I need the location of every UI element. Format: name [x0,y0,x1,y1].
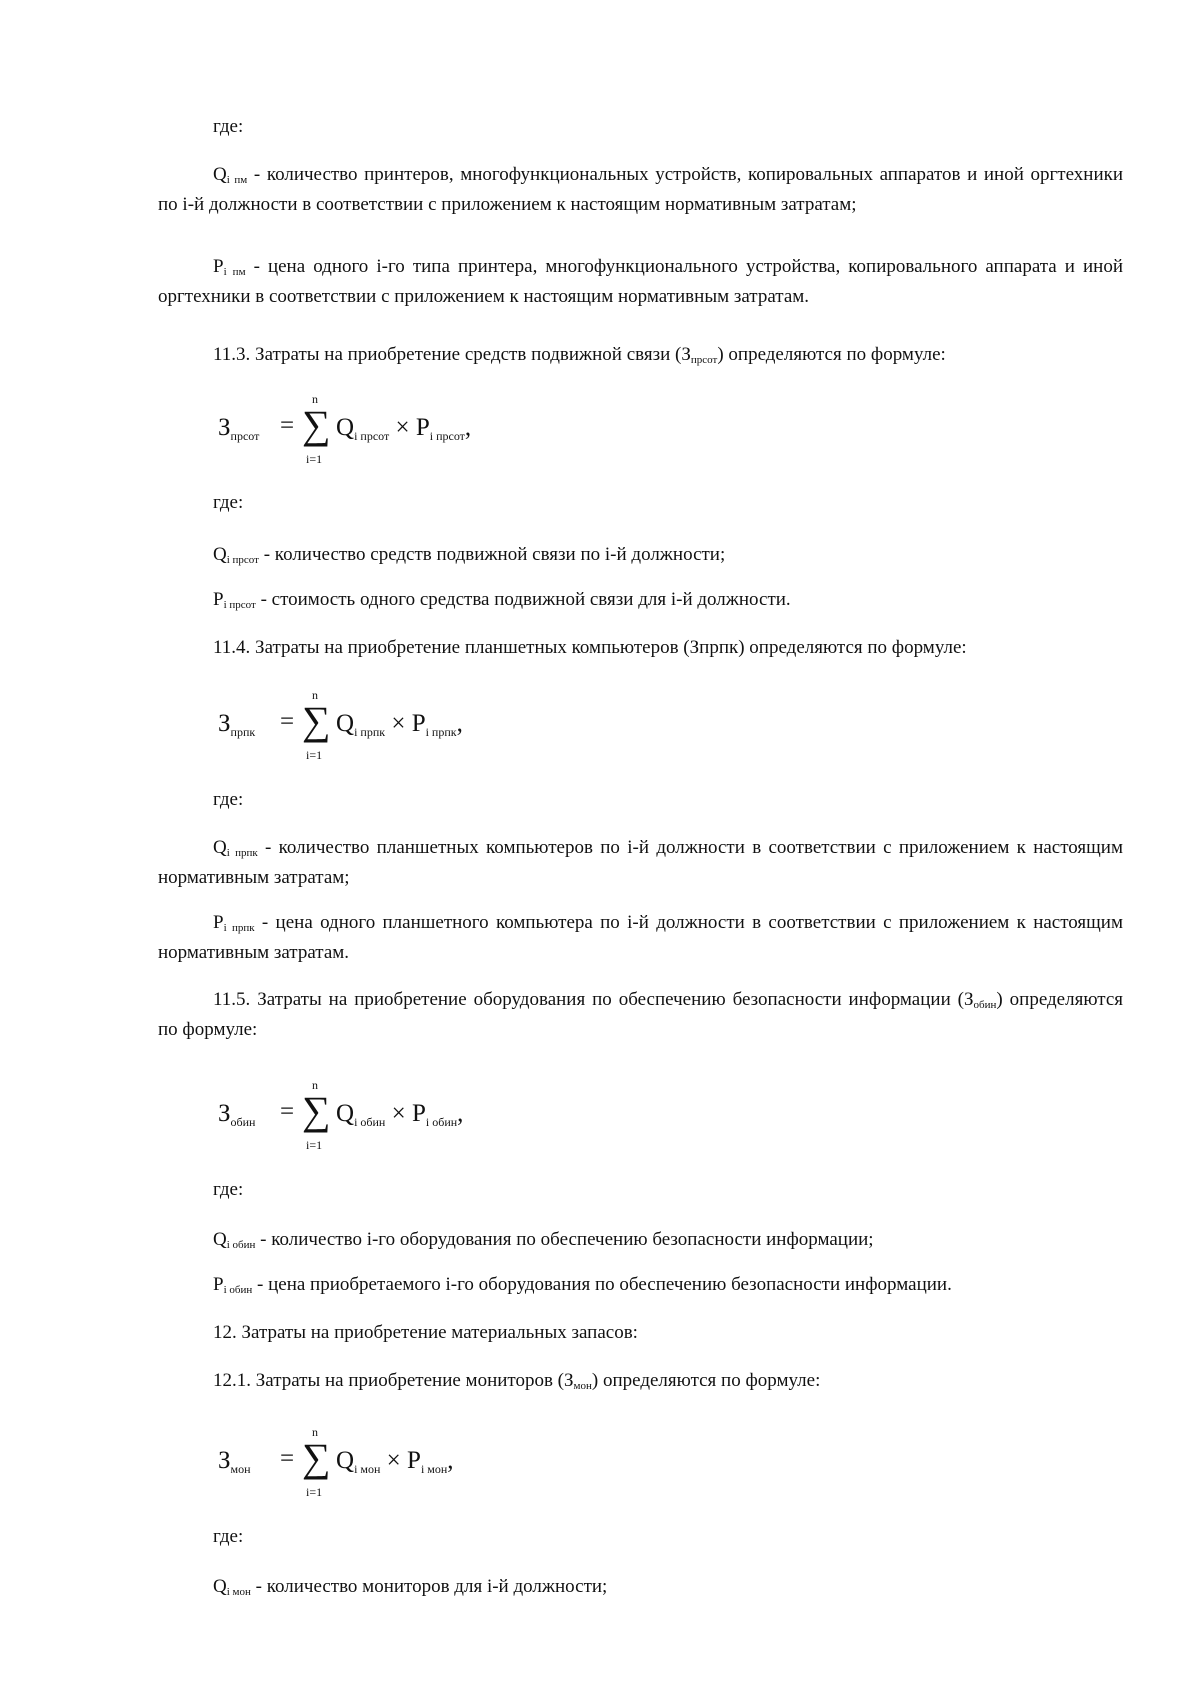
formula-mon [218,1425,538,1505]
where-label: где: [213,789,244,810]
formula-prpk [218,688,538,768]
formula-body: $Q_{i обин} \times P_{i обин}$, [336,1100,464,1129]
sum-sign: ∑ [302,1088,331,1133]
definition-q-prpk: $Q_{i прпк}$ - количество планшетных компьютеров по i-й должности в соответствии с приложением к настоящим нормативным затратам; [158,837,1123,888]
section-12-heading: 12. Затраты на приобретение материальных запасов: [213,1322,638,1343]
formula-result: $З_{мон}$ [218,1447,251,1476]
formula-prsot [218,392,538,472]
sum-upper-limit: n [312,688,318,702]
sum-lower-limit: i=1 [306,452,323,466]
formula-result: $З_{прпк}$ [218,710,256,739]
sum-upper-limit: n [312,1425,318,1439]
section-12-1-heading: 12.1. Затраты на приобретение мониторов $(З_{мон})$ определяются по формуле: [213,1370,821,1392]
formula-body: $Q_{i прпк} \times P_{i прпк}$, [336,710,463,739]
formula-body: $Q_{i прсот} \times P_{i прсот}$, [336,414,472,443]
section-11-4-heading: 11.4. Затраты на приобретение планшетных компьютеров (Зпрпк) определяются по формуле: [213,637,967,658]
sum-lower-limit: i=1 [306,1138,323,1152]
definition-q-mon: $Q_{i мон}$ - количество мониторов для i-й должности; [213,1576,608,1598]
equals-sign: = [280,412,295,439]
sum-sign: ∑ [302,402,331,447]
definition-p-pm: $P_{i пм}$ - цена одного i-го типа принтера, многофункционального устройства, копировального аппарата и иной оргтехники в соответствии с приложением к настоящим нормативным затратам. [158,256,1123,307]
formula-body: $Q_{i мон} \times P_{i мон}$, [336,1447,454,1476]
equals-sign: = [280,1445,295,1472]
section-11-3-heading: 11.3. Затраты на приобретение средств подвижной связи $(З_{прсот})$ определяются по формуле: [213,344,946,366]
sum-sign: ∑ [302,698,331,743]
formula-result: $З_{прсот}$ [218,414,260,443]
where-label: где: [213,116,244,137]
formula-obin [218,1078,538,1158]
formula-result: $З_{обин}$ [218,1100,256,1129]
definition-q-obin: $Q_{i обин}$ - количество i-го оборудования по обеспечению безопасности информации; [213,1229,874,1251]
definition-q-prsot: $Q_{i прсот}$ - количество средств подвижной связи по i-й должности; [213,544,726,566]
where-label: где: [213,492,244,513]
sum-upper-limit: n [312,392,318,406]
where-label: где: [213,1179,244,1200]
equals-sign: = [280,708,295,735]
definition-p-obin: $P_{i обин}$ - цена приобретаемого i-го оборудования по обеспечению безопасности информации. [213,1274,952,1296]
where-label: где: [213,1526,244,1547]
sum-lower-limit: i=1 [306,1485,323,1499]
sum-lower-limit: i=1 [306,748,323,762]
sum-sign: ∑ [302,1435,331,1480]
section-11-5-heading: 11.5. Затраты на приобретение оборудования по обеспечению безопасности информации $(З_{обин})$ определяются по формуле: [158,989,1123,1040]
definition-p-prsot: $P_{i прсот}$ - стоимость одного средства подвижной связи для i-й должности. [213,589,791,611]
equals-sign: = [280,1098,295,1125]
definition-q-pm: $Q_{i пм}$ - количество принтеров, многофункциональных устройств, копировальных аппаратов и иной оргтехники по i-й должности в соответствии с приложением к настоящим нормативным затратам; [158,164,1124,215]
sum-upper-limit: n [312,1078,318,1092]
definition-p-prpk: $P_{i прпк}$ - цена одного планшетного компьютера по i-й должности в соответствии с приложением к настоящим нормативным затратам. [158,912,1123,963]
